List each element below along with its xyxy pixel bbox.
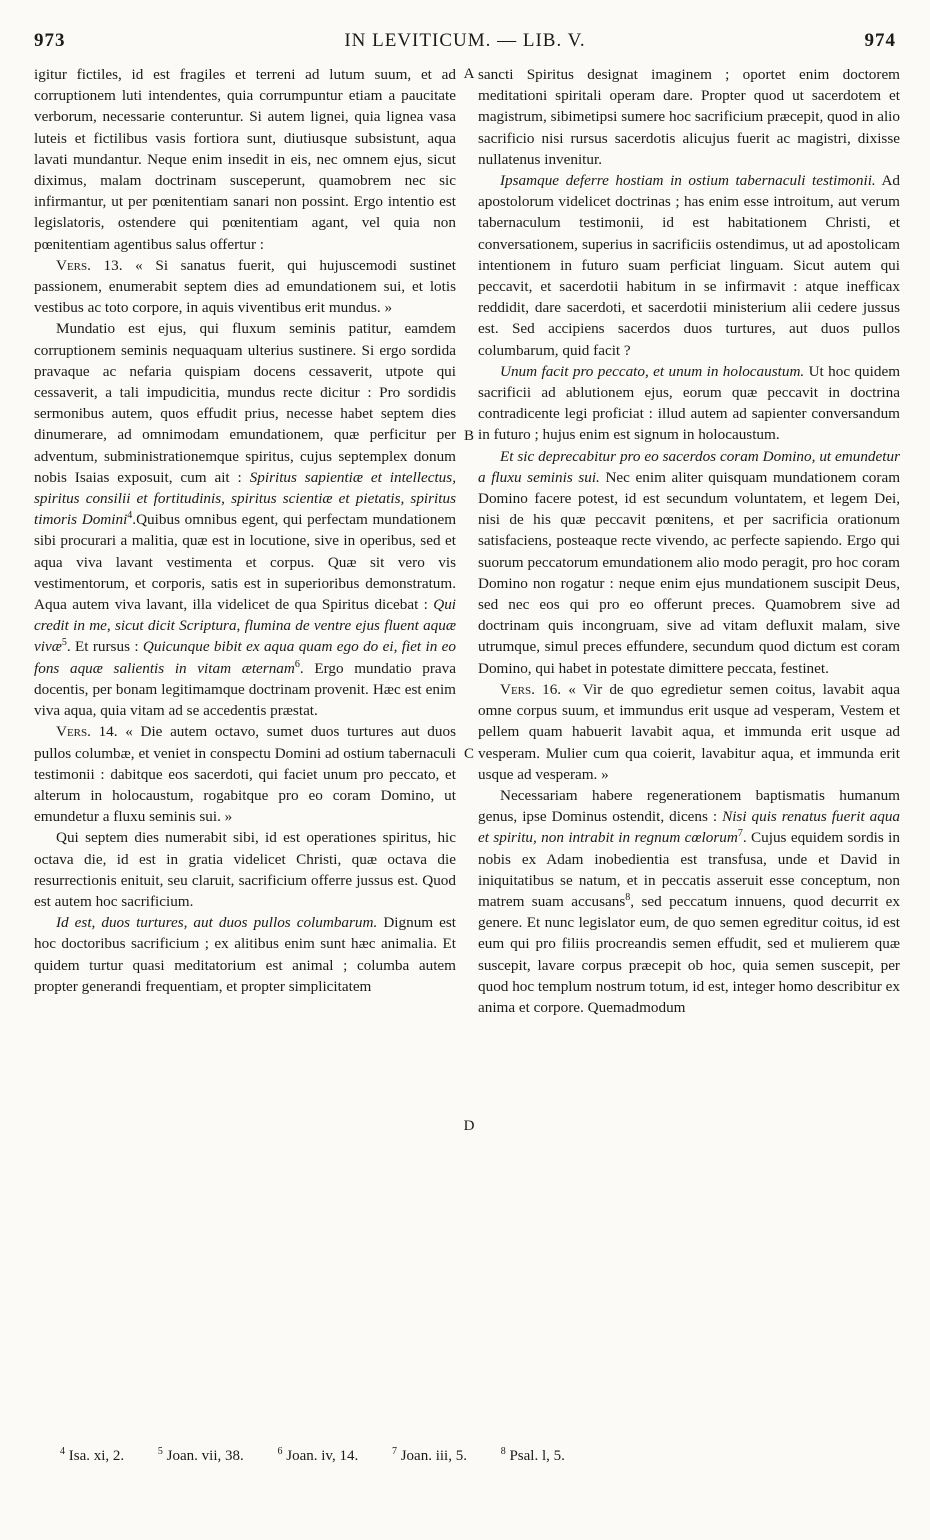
footnote-ref: 6 — [294, 658, 300, 670]
footnote-ref: Psal. l, 5. — [509, 1448, 565, 1464]
text: Mundatio est ejus, qui fluxum seminis patitur, eamdem corruptionem seminis nequaquam ulterius sustinere. Si ergo sordida pravaque ac nefaria quispiam docens cessaverit, utpote qui cessaverit, a tali impudicitia, mundus recte dicitur : Pro sordidis sermonibus autem, quos effudit prius, necesse habet septem dies dinumerare, ad omnimodam emundationem, quæ perficitur per adventum, subministrationemque spiritus, cujus septemplex donum nobis Isaias exposuit, cum ait : — [34, 320, 456, 486]
footnotes — [60, 1448, 880, 1465]
verse-13 — [34, 255, 456, 319]
margin-marker-a: A — [463, 66, 475, 82]
text: Ad apostolorum videlicet doctrinas ; has enim esse introitum, aut verum tabernaculum testimonii, id est habitationem Christi, et conversationem, superius in sacrificiis ostendimus, ut ad apostolicam intentionem in futuro suam perficiat linguam. Sicut autem qui peccavit, et sacerdotii habitum in se infirmavit : atque inefficax reddidit, dare sacerdoti, et sacerdotii ministerium alii cedere jussus est. Sed accipiens sacerdos duos turtures, aut duos pullos columbarum, quid facit ? — [478, 172, 900, 359]
paragraph: sancti Spiritus designat imaginem ; oportet enim doctorem meditationi spiritali operam dare. Propter quod ut sacerdotem et magistrum, sibimetipsi sumere hoc sacrificium præcepit, quod in alio sacrificio nisi rursus sacerdotis alicujus fuerit ac magistri, dixisse nullatenus invenitur. — [478, 66, 900, 168]
verse-text: « Vir de quo egredietur semen coitus, lavabit aqua omne corpus suum, et immundus erit usque ad vesperam, Vestem et pellem quam habuerit lavabit aqua, et immunda erit usque ad vesperam. Mulier cum qua coierit, lavabitur aqua, et immunda erit usque ad vesperam. » — [478, 680, 900, 783]
footnote-ref: 5 — [61, 637, 67, 649]
paragraph — [478, 170, 900, 361]
footnote — [392, 1448, 467, 1465]
footnote-ref: Joan. vii, 38. — [166, 1448, 244, 1464]
footnote-number: 8 — [500, 1446, 506, 1457]
scripture-quote: Quicunque bibit ex aqua quam ego do ei, fiet in eo fons aquæ salientis in vitam æternam — [34, 638, 457, 677]
running-header — [34, 30, 896, 56]
verse-16 — [478, 679, 900, 785]
lemma: Et sic deprecabitur pro eo sacerdos coram Domino, ut emundetur a fluxu seminis sui. — [478, 447, 900, 486]
verse-text: « Si sanatus fuerit, qui hujuscemodi sustinet passionem, enumerabit septem dies ad emundationem sui, et lotis vestibus ac toto corpore, in aquis viventibus erit mundus. » — [34, 256, 456, 317]
left-column — [34, 64, 456, 997]
right-column — [478, 64, 900, 1018]
text: . Ergo mundatio prava docentis, per bonam legitimamque doctrinam provenit. Hæc est enim viva aqua, quia vitam ad se accedentis præstat. — [34, 659, 456, 720]
footnote-number: 4 — [60, 1446, 65, 1457]
footnote-ref: Isa. xi, 2. — [68, 1448, 125, 1464]
text: .Quibus omnibus egent, qui perfectam mundationem sibi procurari a malitia, quæ est in locutione, sive in operibus, sed et aqua viva lavant vestimenta et corpus. Quæ sit vero vis vestimentorum, et corporis, satis est in superioribus demonstratum. Aqua autem viva lavant, illa videlicet de qua Spiritus dicebat : — [34, 511, 457, 614]
verse-label: Vers. 13. — [56, 256, 123, 274]
footnote — [278, 1448, 359, 1465]
footnote — [501, 1448, 565, 1465]
running-title: IN LEVITICUM. — LIB. V. — [344, 30, 586, 51]
text: . Cujus equidem sordis in nobis ex Adam inobedientia est transfusa, unde et David in iniquitatibus se natum, et in peccatis asseruit esse conceptum, non matrem suam accusans — [478, 829, 900, 910]
text: Necessariam habere regenerationem baptismatis humanum genus, ipse Dominus ostendit, dicens : — [478, 786, 900, 826]
margin-marker-b: B — [463, 428, 474, 444]
paragraph — [34, 318, 456, 721]
lemma: Id est, duos turtures, aut duos pullos columbarum. — [56, 914, 378, 932]
footnote-number: 6 — [277, 1446, 283, 1457]
footnote-ref: Joan. iv, 14. — [286, 1448, 359, 1464]
margin-marker-d: D — [463, 1118, 475, 1134]
footnote-ref: 7 — [737, 828, 743, 840]
verse-label: Vers. 16. — [500, 680, 562, 698]
paragraph — [478, 446, 900, 679]
scripture-quote: Qui credit in me, sicut dicit Scriptura, flumina de ventre ejus fluent aquæ vivæ — [34, 596, 457, 656]
verse-label: Vers. 14. — [56, 723, 118, 741]
paragraph — [478, 361, 900, 446]
footnote-ref: 4 — [127, 510, 133, 522]
text: Dignum est hoc doctoribus sacrificium ; ex alitibus enim sunt hæc animalia. Et quidem turtur quasi meditatorium est animal ; columba autem propter generandi frequentiam, et propter simplicitatem — [34, 914, 457, 995]
text: . Et rursus : — [66, 638, 139, 656]
footnote-number: 5 — [157, 1446, 163, 1457]
scripture-quote: Nisi quis renatus fuerit aqua et spiritu, non intrabit in regnum cœlorum — [478, 808, 901, 847]
footnote — [158, 1448, 244, 1465]
verse-14 — [34, 721, 456, 827]
footnote-number: 7 — [391, 1446, 397, 1457]
paragraph — [478, 785, 900, 1018]
paragraph: igitur fictiles, id est fragiles et terreni ad lutum suum, et ad corruptionem luti intendentes, quia corrumpuntur etiam a paucitate verborum, necessarie conteruntur. Si autem lignei, quia lignea vasa luteis et fictilibus vasis fortiora sunt, diutiusque subsistunt, aqua lavati mundantur. Neque enim insedit in eis, nec omnem ejus, sicut diximus, malam doctrinam susceperunt, quamobrem nec sic infirmantur, ut per pœnitentiam sanari non possint. Ergo intentio est legislatoris, ostendere qui pœnitentiam agant, vel quia non pœnitentiam agentibus salus offertur : — [34, 66, 456, 253]
page-number-left: 973 — [34, 30, 66, 51]
footnote-ref: Joan. iii, 5. — [400, 1448, 467, 1464]
margin-marker-c: C — [463, 746, 474, 762]
verse-text: « Die autem octavo, sumet duos turtures aut duos pullos columbæ, et veniet in conspectu Domini ad ostium tabernaculi testimonii : dabitque eos sacerdoti, qui faciet unum pro peccato, et alterum in holocaustum, rogabitque pro eo coram Domino, ut emundetur a fluxu seminis sui. » — [34, 723, 456, 826]
paragraph — [34, 912, 456, 997]
scripture-quote: Spiritus sapientiæ et intellectus, spiritus consilii et fortitudinis, spiritus scientiæ et pietatis, spiritus timoris Domini — [34, 468, 456, 529]
text: , sed peccatum innuens, quod decurrit ex genere. Et nunc legislator eum, de quo semen egreditur coitus, id est eum qui pro filiis procreandis semen effudit, sed et mulierem quæ suscepit, lavare corpus præcepit ob hoc, quia semen suscepit, per quod hoc templum nostrum totum, id est, integer homo describitur ex anima et corpore. Quemadmodum — [478, 892, 900, 1016]
text: Nec enim aliter quisquam mundationem coram Domino facere potest, id est secundum voluntatem, et legem Dei, nisi de his quæ peccavit pœnitens, et per sacrificia orationum satisfaciens, posteaque recte vivendo, ac perfecte sapiendo. Ergo qui suorum peccatorum emundationem alio modo peragit, pro hoc coram Domino non rogatur : neque enim ejus mundationem suscipit Deus, sed nec eos qui pro eo offerunt preces. Quamobrem sive ad doctrinam quis incongruam, sive ad vitam defluxit malam, sive utrumque, simul preces effundere, secundum quod dictum est coram Domino, qui habet in potestate dimittere peccata, festinet. — [478, 468, 901, 677]
text: Ut hoc quidem sacrificii ad ablutionem ejus, eorum quæ peccavit in doctrina contradicente legi proficiat : illud autem ad sapienter conversandum in futuro ; hujus enim est signum in holocaustum. — [478, 362, 901, 444]
lemma: Ipsamque deferre hostiam in ostium tabernaculi testimonii. — [500, 172, 876, 190]
footnote — [60, 1448, 124, 1465]
footnote-ref: 8 — [625, 891, 631, 903]
page-number-right: 974 — [864, 30, 896, 51]
lemma: Unum facit pro peccato, et unum in holocaustum. — [500, 362, 805, 380]
paragraph: Qui septem dies numerabit sibi, id est operationes spiritus, hic octava die, id est in gratia videlicet Christi, quæ octava die resurrectionis enituit, seu claruit, sacrificium offerre jussus est. Quod est autem hoc sacrificium. — [34, 829, 456, 910]
